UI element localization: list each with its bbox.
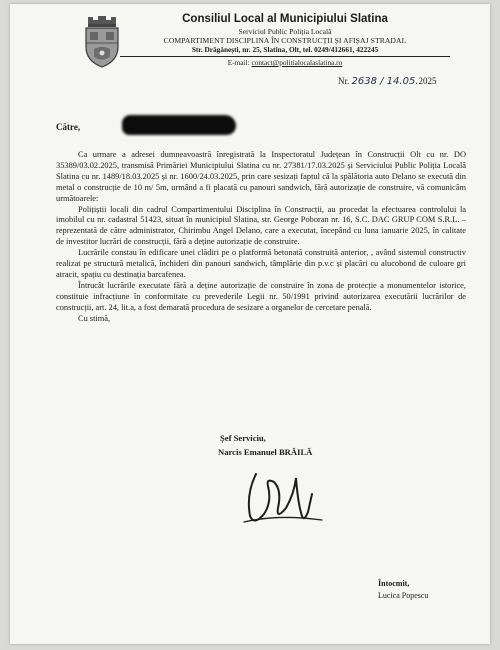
signatory-name: Narcis Emanuel BRĂILĂ: [218, 447, 313, 457]
letter-page: [10, 4, 490, 644]
recipient-label: Către,: [56, 122, 81, 132]
nr-label: Nr.: [338, 76, 350, 86]
service-name: Serviciul Public Poliția Locală: [238, 27, 332, 36]
email-link[interactable]: contact@politialocalaslatina.ro: [251, 58, 343, 67]
registration-number: [338, 76, 436, 87]
nr-year: 2025: [418, 76, 437, 86]
handwritten-signature: [238, 464, 328, 534]
signatory-title: Șef Serviciu,: [220, 433, 266, 443]
redacted-recipient: [122, 115, 236, 135]
paragraph: Polițiștii locali din cadrul Compartimentului Disciplina în Construcții, au procedat la efectuarea controlului la imobilul cu nr. cadastral 51423, situat în municipiul Slatina, str. George Poboran nr. 16, S.C. DAC GRUP COM S.R.L. –reprezentată de către administrator, Chirimbu Angel Delano, care a executat, începând cu luna ianuarie 2025, în calitate de investitor lucrări de construcții, fără a deține autorizație de construire.: [56, 204, 466, 247]
letterhead: [120, 12, 450, 68]
coat-of-arms-icon: [80, 13, 124, 69]
prepared-by-block: [378, 578, 428, 602]
address-line: Str. Drăgănești, nr. 25, Slatina, Olt, tel. 0249/412661, 422245: [120, 45, 450, 57]
email-line: [120, 58, 450, 68]
signatory-block: [218, 431, 312, 459]
paragraph: Lucrările constau în edificare unei clădiri pe o platformă betonată construită anterior, , având sistemul constructiv realizat pe structură metalică, închideri din panouri sandwich, tâmplărie din p.v.c și placări cu alucobond de culoare gri atracit, spațiu cu destinația barcafenea.: [56, 248, 466, 279]
prepared-name: Lucica Popescu: [378, 591, 429, 600]
paragraph: Ca urmare a adresei dumneavoastră înregistrată la Inspectoratul Județean în Construcții Olt cu nr. DO 35389/03.02.2025, transmisă Primăriei Municipiului Slatina cu nr. 27381/17.03.2025 și Serviciului Public Poliția Locală Slatina cu nr. 1489/18.03.2025 și nr. 1600/24.03.2025, prin care sesizați faptul că la spălătoria auto Delano se execută din metal o construcție de 10 m/ 5m, urmând a fi placată cu panouri sandwich, fără autorizație de construire, vă comunicăm următoarele:: [56, 150, 466, 203]
paragraph: Întrucât lucrările executate fără a deține autorizație de construire în zona de protecție a monumentelor istorice, constituie infracțiune în conformitate cu prevederile Legii nr. 50/1991 privind autorizarea executării lucrărilor de construcții, art. 24, lit.a, a fost demarată procedura de sesizare a organelor de cercetare penală.: [56, 280, 466, 312]
nr-handwritten: 2638 / 14.05.: [351, 76, 419, 87]
institution-name: Consiliul Local al Municipiului Slatina: [182, 13, 388, 25]
letter-body: [56, 150, 466, 325]
email-label: E-mail:: [227, 58, 250, 67]
prepared-label: Întocmit,: [378, 579, 410, 588]
department-name: COMPARTIMENT DISCIPLINA ÎN CONSTRUCȚII ȘI AFIȘAJ STRADAL: [163, 36, 407, 45]
closing: Cu stimă,: [78, 313, 111, 323]
